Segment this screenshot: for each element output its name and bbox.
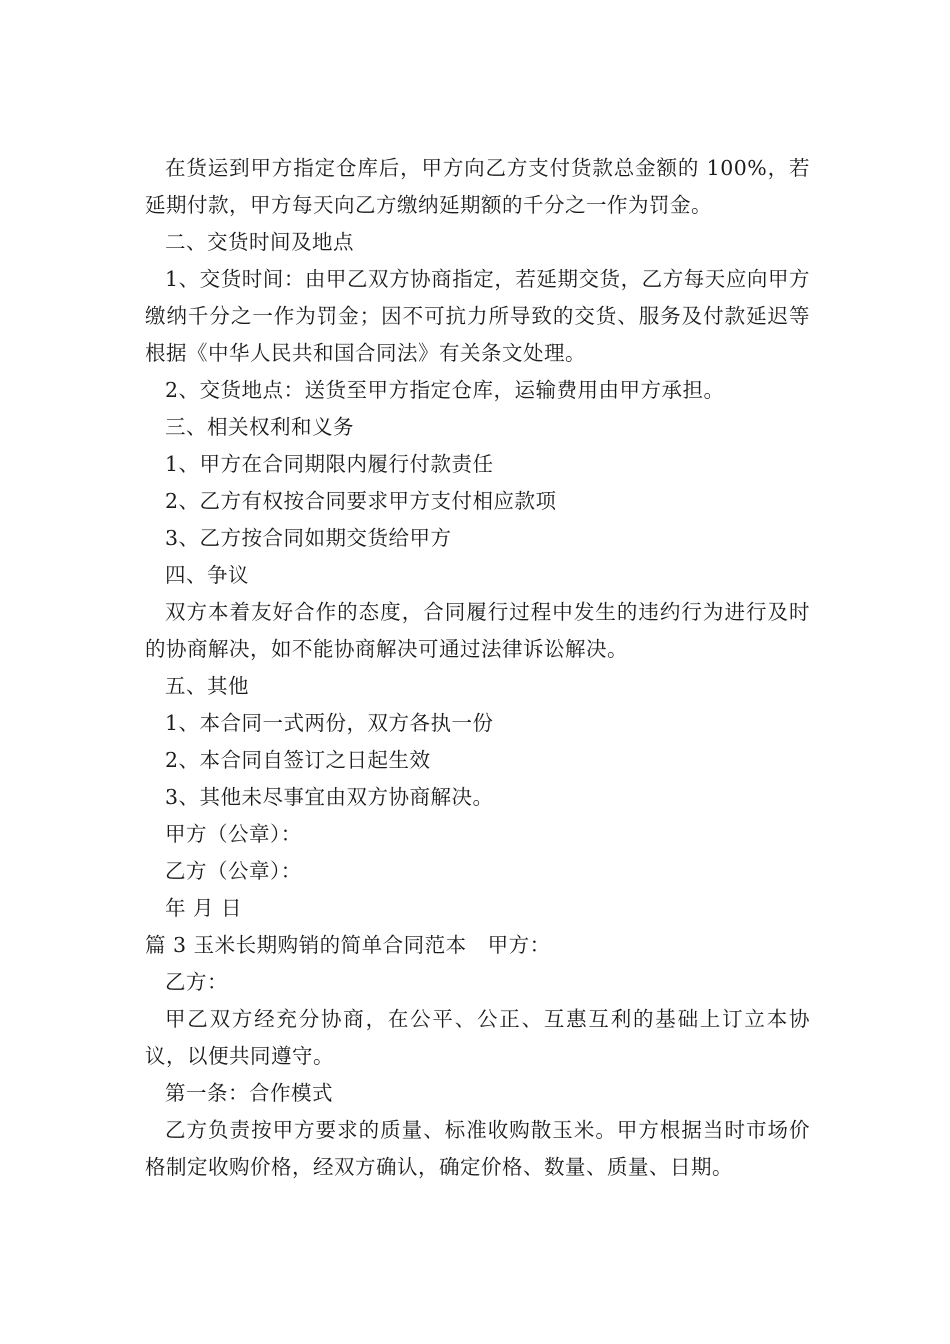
agreement-intro-paragraph: 甲乙双方经充分协商，在公平、公正、互惠互利的基础上订立本协议，以便共同遵守。 bbox=[145, 1007, 810, 1068]
article-1-paragraph: 乙方负责按甲方要求的质量、标准收购散玉米。甲方根据当时市场价格制定收购价格，经双方确认，确定价格、数量、质量、日期。 bbox=[145, 1118, 810, 1179]
rights-clause-1: 1、甲方在合同期限内履行付款责任 bbox=[165, 452, 494, 476]
article-1-heading: 第一条：合作模式 bbox=[165, 1081, 333, 1105]
party-b-seal-line: 乙方（公章）： bbox=[165, 859, 302, 883]
other-clause-3: 3、其他未尽事宜由双方协商解决。 bbox=[165, 785, 494, 809]
section-heading-delivery: 二、交货时间及地点 bbox=[165, 230, 354, 254]
dispute-paragraph: 双方本着友好合作的态度，合同履行过程中发生的违约行为进行及时的协商解决，如不能协商解决可通过法律诉讼解决。 bbox=[145, 600, 810, 661]
party-b-line: 乙方： bbox=[165, 970, 228, 994]
rights-clause-3: 3、乙方按合同如期交货给甲方 bbox=[165, 526, 452, 550]
section-heading-other: 五、其他 bbox=[165, 674, 249, 698]
date-line: 年 月 日 bbox=[165, 896, 243, 920]
other-clause-1: 1、本合同一式两份，双方各执一份 bbox=[165, 711, 494, 735]
delivery-time-clause: 1、交货时间：由甲乙双方协商指定，若延期交货，乙方每天应向甲方缴纳千分之一作为罚金；因不可抗力所导致的交货、服务及付款延迟等根据《中华人民共和国合同法》有关条文处理。 bbox=[145, 267, 810, 365]
payment-paragraph: 在货运到甲方指定仓库后，甲方向乙方支付货款总金额的 100%，若延期付款，甲方每天向乙方缴纳延期额的千分之一作为罚金。 bbox=[145, 156, 810, 217]
document-page bbox=[145, 150, 810, 1186]
delivery-location-clause: 2、交货地点：送货至甲方指定仓库，运输费用由甲方承担。 bbox=[165, 378, 725, 402]
section-heading-dispute: 四、争议 bbox=[165, 563, 249, 587]
contract-3-title: 篇 3 玉米长期购销的简单合同范本 甲方： bbox=[145, 933, 551, 957]
rights-clause-2: 2、乙方有权按合同要求甲方支付相应款项 bbox=[165, 489, 557, 513]
other-clause-2: 2、本合同自签订之日起生效 bbox=[165, 748, 431, 772]
party-a-seal-line: 甲方（公章）： bbox=[165, 822, 302, 846]
section-heading-rights: 三、相关权利和义务 bbox=[165, 415, 354, 439]
